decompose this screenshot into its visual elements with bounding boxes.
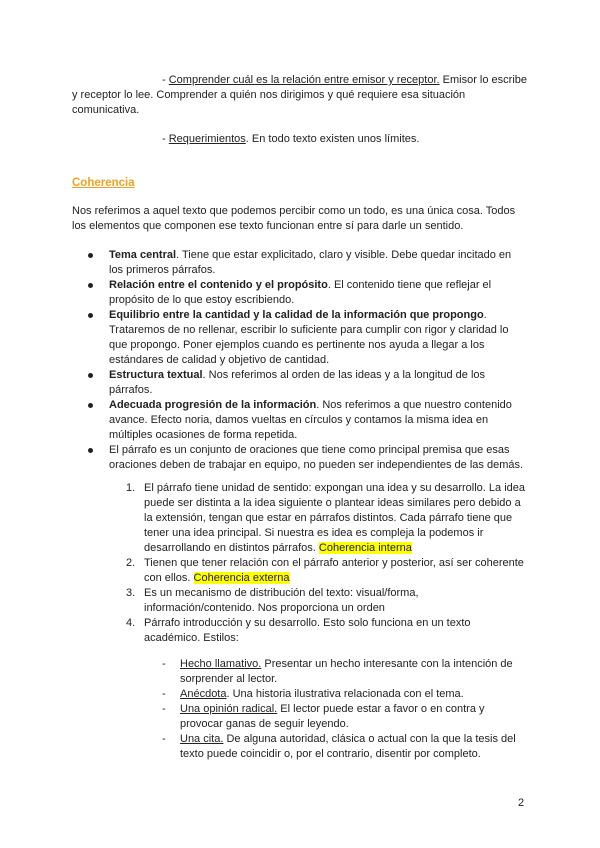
- bullet-term: Estructura textual: [109, 369, 203, 381]
- bullet-list: [72, 248, 528, 473]
- section-lead: Nos referimos a aquel texto que podemos percibir como un todo, es una única cosa. Todos los elementos que componen ese texto funcionan entre sí para darle un sentido.: [72, 205, 516, 232]
- style-term: Una cita.: [180, 733, 224, 745]
- list-item: [72, 657, 528, 687]
- numbered-list: [72, 481, 528, 646]
- style-text: De alguna autoridad, clásica o actual con la que la tesis del texto puede coincidir o, por el contrario, disentir por completo.: [180, 733, 516, 760]
- intro-term-relation: Comprender cuál es la relación entre emisor y receptor.: [168, 74, 440, 86]
- list-item: [72, 368, 528, 398]
- item-number: 4.: [126, 617, 136, 629]
- intro-text-requirements: . En todo texto existen unos límites.: [245, 133, 420, 145]
- item-text: Párrafo introducción y su desarrollo. Esto solo funciona en un texto académico. Estilos:: [144, 617, 471, 644]
- item-number: 1.: [126, 482, 136, 494]
- list-item: [72, 398, 528, 443]
- page-number: 2: [518, 797, 525, 809]
- highlight-coherencia-externa: Coherencia externa: [193, 572, 290, 584]
- item-text: Es un mecanismo de distribución del texto: visual/forma, información/contenido. Nos proporciona un orden: [144, 587, 419, 614]
- list-item: [72, 481, 528, 556]
- style-term: Hecho llamativo.: [180, 658, 262, 670]
- list-item: [72, 308, 528, 368]
- bullet-text: . El contenido tiene que reflejar el propósito de lo que estoy escribiendo.: [109, 279, 492, 306]
- list-item: [72, 732, 528, 762]
- list-item: [72, 278, 528, 308]
- bullet-text: . Nos referimos al orden de las ideas y a la longitud de los párrafos.: [109, 369, 486, 396]
- bullet-term: Relación entre el contenido y el propósito: [109, 279, 328, 291]
- dash: -: [162, 74, 169, 86]
- list-item: [72, 702, 528, 732]
- item-number: 2.: [126, 557, 136, 569]
- intro-paragraph-requirements: [72, 132, 528, 147]
- bullet-term: Tema central: [109, 249, 177, 261]
- dash: -: [162, 133, 169, 145]
- item-number: 3.: [126, 587, 136, 599]
- item-text: El párrafo tiene unidad de sentido: expongan una idea y su desarrollo. La idea puede ser distinta a la idea siguiente o plantear ideas similares pero debido a la extensión, tengan que estar en párrafos distintos. Cada párrafo tiene que tener una idea principal. Si nuestra es idea es compleja la podemos ir desarrollando en distintos párrafos.: [144, 482, 525, 554]
- style-term: Anécdota: [180, 688, 227, 700]
- bullet-text: . Trataremos de no rellenar, escribir lo suficiente para cumplir con rigor y claridad lo que propongo. Poner ejemplos cuando es pertinente nos ayuda a llegar a los estándares de calidad y objetivo de cantidad.: [109, 309, 509, 366]
- bullet-text: . Tiene que estar explicitado, claro y visible. Debe quedar incitado en los primeros párrafos.: [109, 249, 512, 276]
- bullet-text: El párrafo es un conjunto de oraciones que tiene como principal premisa que esas oraciones deben de trabajar en equipo, no pueden ser independientes de las demás.: [109, 444, 524, 471]
- section-heading: Coherencia: [72, 177, 135, 189]
- intro-paragraph-relation: [72, 73, 528, 118]
- list-item: [72, 248, 528, 278]
- styles-list: [72, 657, 528, 762]
- style-term: Una opinión radical.: [180, 703, 278, 715]
- intro-text-relation: Emisor lo escribe y receptor lo lee. Comprender a quién nos dirigimos y qué requiere esa situación comunicativa.: [72, 74, 528, 116]
- style-text: . Una historia ilustrativa relacionada con el tema.: [226, 688, 464, 700]
- list-item: [72, 687, 528, 702]
- list-item: [72, 616, 528, 646]
- list-item: [72, 586, 528, 616]
- bullet-term: Adecuada progresión de la información: [109, 399, 317, 411]
- bullet-term: Equilibrio entre la cantidad y la calidad de la información que propongo: [109, 309, 484, 321]
- intro-term-requirements: Requerimientos: [168, 133, 246, 145]
- style-text: Presentar un hecho interesante con la intención de sorprender al lector.: [180, 658, 513, 685]
- list-item: [72, 443, 528, 473]
- list-item: [72, 556, 528, 586]
- item-text: Tienen que tener relación con el párrafo anterior y posterior, así ser coherente con ellos.: [144, 557, 524, 584]
- style-text: El lector puede estar a favor o en contra y provocar ganas de seguir leyendo.: [180, 703, 485, 730]
- bullet-text: . Nos referimos a que nuestro contenido avance. Efecto noria, damos vueltas en círculos y contamos la misma idea en múltiples ocasiones de forma repetida.: [109, 399, 512, 441]
- highlight-coherencia-interna: Coherencia interna: [318, 542, 412, 554]
